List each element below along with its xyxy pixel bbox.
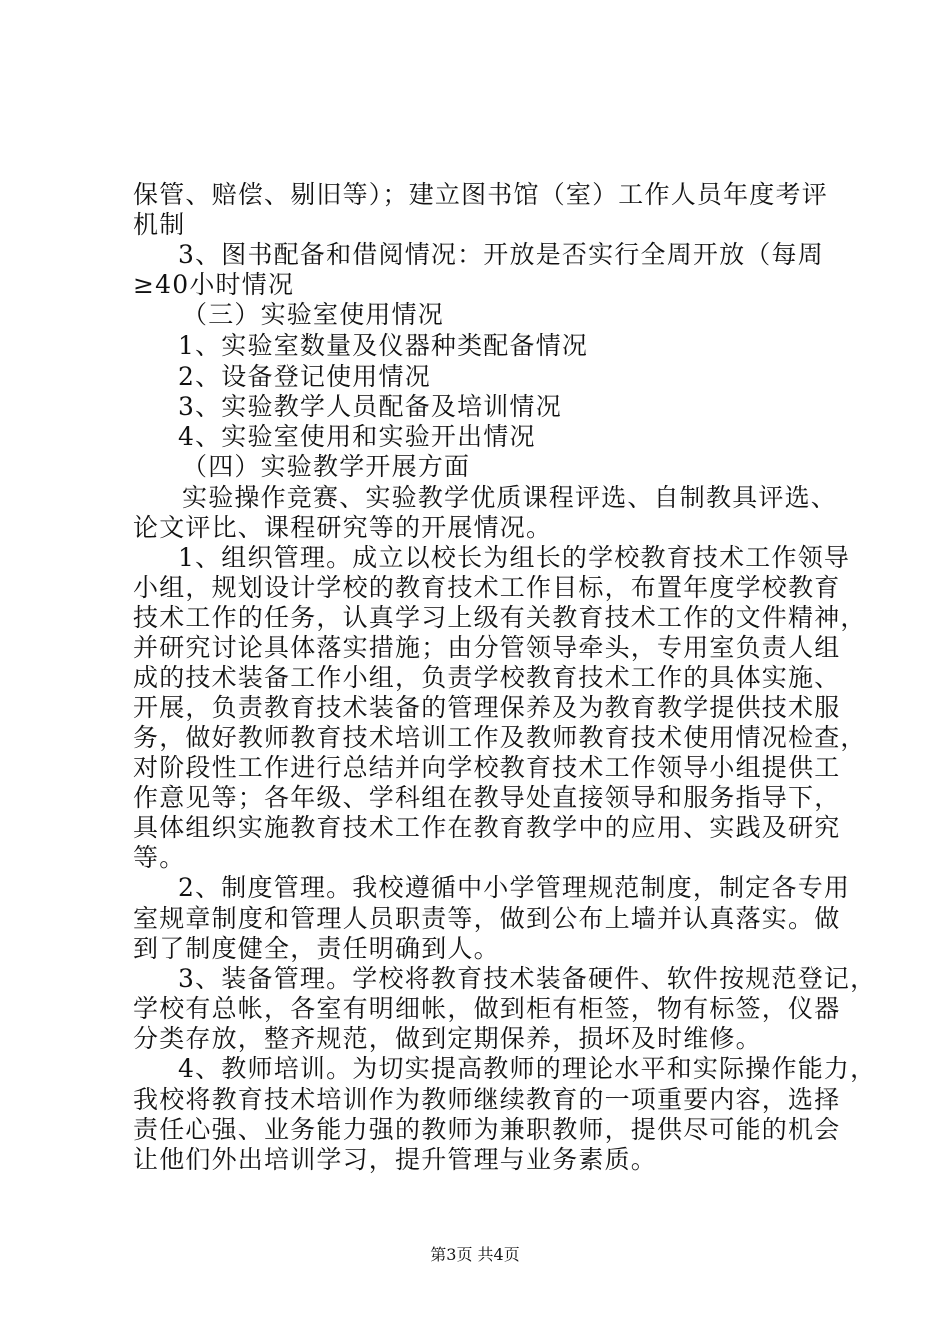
text-line: 1、实验室数量及仪器种类配备情况: [178, 331, 589, 360]
text-line: 我校将教育技术培训作为教师继续教育的一项重要内容，选择: [133, 1085, 841, 1114]
text-line: 3、实验教学人员配备及培训情况: [178, 392, 562, 421]
text-line: 具体组织实施教育技术工作在教育教学中的应用、实践及研究: [133, 813, 841, 842]
text-line: 开展，负责教育技术装备的管理保养及为教育教学提供技术服: [133, 693, 841, 722]
text-line: 保管、赔偿、剔旧等）；建立图书馆（室）工作人员年度考评: [133, 180, 828, 209]
text-line: 让他们外出培训学习，提升管理与业务素质。: [133, 1145, 658, 1174]
text-line: 机制: [133, 210, 186, 239]
text-line: 2、设备登记使用情况: [178, 362, 431, 391]
text-line: 室规章制度和管理人员职责等，做到公布上墙并认真落实。做: [133, 904, 841, 933]
text-line: 4、实验室使用和实验开出情况: [178, 422, 536, 451]
text-line: 4、教师培训。为切实提高教师的理论水平和实际操作能力，: [178, 1054, 877, 1083]
text-line: 责任心强、业务能力强的教师为兼职教师，提供尽可能的机会: [133, 1115, 841, 1144]
text-line: ≥40小时情况: [133, 270, 295, 299]
section-heading: （四）实验教学开展方面: [182, 452, 471, 481]
text-line: 实验操作竞赛、实验教学优质课程评选、自制教具评选、: [182, 483, 838, 512]
text-line: 等。: [133, 843, 186, 872]
text-line: 1、组织管理。成立以校长为组长的学校教育技术工作领导: [178, 543, 851, 572]
text-line: 成的技术装备工作小组，负责学校教育技术工作的具体实施、: [133, 663, 841, 692]
text-line: 对阶段性工作进行总结并向学校教育技术工作领导小组提供工: [133, 753, 841, 782]
text-line: 3、装备管理。学校将教育技术装备硬件、软件按规范登记，: [178, 964, 877, 993]
text-line: 学校有总帐，各室有明细帐，做到柜有柜签，物有标签，仪器: [133, 994, 841, 1023]
text-line: 作意见等；各年级、学科组在教导处直接领导和服务指导下，: [133, 783, 841, 812]
text-line: 2、制度管理。我校遵循中小学管理规范制度，制定各专用: [178, 873, 851, 902]
text-line: 分类存放，整齐规范，做到定期保养，损坏及时维修。: [133, 1024, 762, 1053]
text-line: 到了制度健全，责任明确到人。: [133, 934, 500, 963]
text-line: 技术工作的任务，认真学习上级有关教育技术工作的文件精神，: [133, 603, 867, 632]
text-line: 务，做好教师教育技术培训工作及教师教育技术使用情况检查，: [133, 723, 867, 752]
page-number-footer: 第3页 共4页: [430, 1245, 520, 1264]
text-line: 3、图书配备和借阅情况：开放是否实行全周开放（每周: [178, 240, 824, 269]
text-line: 小组，规划设计学校的教育技术工作目标，布置年度学校教育: [133, 573, 841, 602]
text-line: 论文评比、课程研究等的开展情况。: [133, 513, 553, 542]
text-line: 并研究讨论具体落实措施；由分管领导牵头，专用室负责人组: [133, 633, 841, 662]
section-heading: （三）实验室使用情况: [182, 300, 445, 329]
